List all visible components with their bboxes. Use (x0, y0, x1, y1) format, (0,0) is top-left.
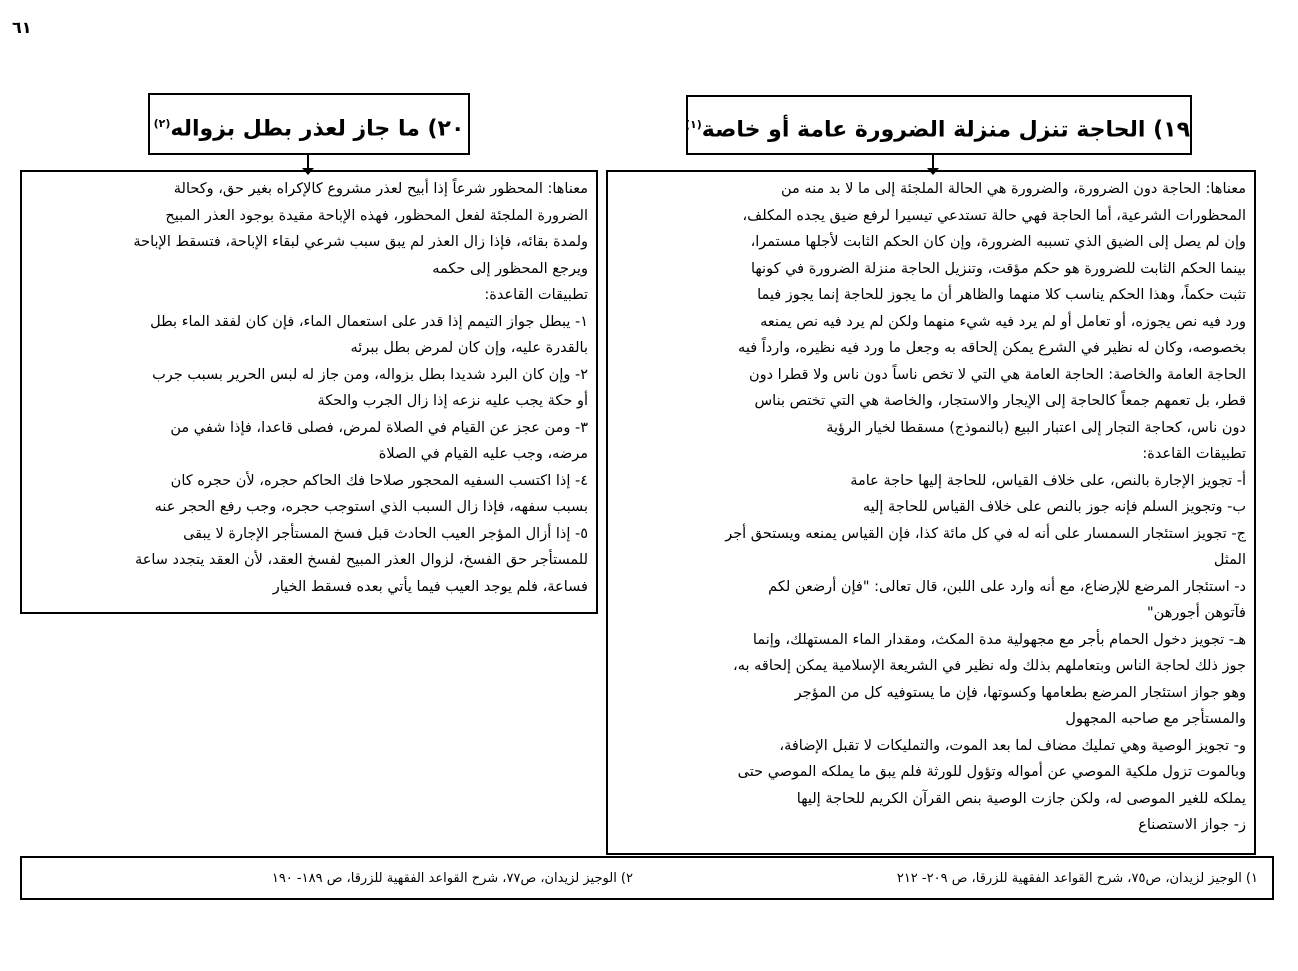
rule-20-line: ٢- وإن كان البرد شديدا بطل بزواله، ومن جاز له لبس الحرير بسبب جرب (152, 366, 588, 383)
rule-20-line: ٥- إذا أزال المؤجر العيب الحادث قبل فسخ المستأجر الإجارة لا يبقى (183, 525, 588, 542)
rule-20-line: معناها: المحظور شرعاً إذا أبيح لعذر مشروع كالإكراه بغير حق، وكحالة (173, 181, 588, 197)
rule-20-line: بسبب سفهه، فإذا زال السبب الذي استوجب حجره، وجب رفع الحجر عنه (154, 499, 588, 515)
rule-20-note-mark: (٢) (153, 117, 171, 130)
rule-20-arrow (307, 155, 309, 169)
rule-19-line: بخصوصه، وكان له نظير في الشرع يمكن إلحاقه به وجعل ما ورد فيه نظيره، وارداً فيه (738, 340, 1246, 356)
rule-20-line: الضرورة الملجئة لفعل المحظور، فهذه الإباحة مقيدة بوجود العذر المبيح (165, 207, 588, 224)
page-number: ٦١ (12, 18, 32, 37)
rule-19-line: جوز ذلك لحاجة الناس وبتعاملهم بذلك وله نظير في الشريعة الإسلامية يمكن إلحاقه به، (733, 658, 1246, 674)
rule-20-line: ٤- إذا اكتسب السفيه المحجور صلاحا فك الحاكم حجره، لأن حجره كان (170, 472, 588, 489)
rule-19-line: هـ- تجويز دخول الحمام بأجر مع مجهولية مدة المكث، ومقدار الماء المستهلك، وإنما (752, 631, 1246, 648)
rule-19-line: وبالموت تزول ملكية الموصي عن أمواله وتؤول للورثة فلم يبق ما يملكه الموصي حتى (737, 764, 1246, 780)
rule-19-line: فآتوهن أجورهن" (1146, 605, 1246, 621)
footnotes-box (20, 856, 1274, 900)
rule-19-line: ز- جواز الاستصناع (1138, 817, 1246, 833)
rule-19-line: و- تجويز الوصية وهي تمليك مضاف لما بعد الموت، والتمليكات لا تقبل الإضافة، (779, 737, 1246, 754)
rule-19-line: د- استئجار المرضع للإرضاع، مع أنه وارد على اللبن، قال تعالى: "فإن أرضعن لكم (768, 578, 1246, 595)
rule-20-line: ولمدة بقائه، فإذا زال العذر لم يبق سبب شرعي لبقاء الإباحة، فتسقط الإباحة (133, 234, 588, 250)
rule-19-line: بينما الحكم الثابت للضرورة هو حكم مؤقت، وتنزيل الحاجة منزلة الضرورة في كونها (750, 260, 1246, 277)
rule-20-title-box (148, 93, 470, 155)
rule-19-body (606, 170, 1256, 855)
rule-19-line: دون ناس، كحاجة التجار إلى اعتبار البيع (بالنموذج) مسقطا لخيار الرؤية (826, 419, 1246, 436)
rule-19-line: الحاجة العامة والخاصة: الحاجة العامة هي التي لا تخص ناساً دون ناس ولا قطرا دون (748, 366, 1246, 383)
rule-19-arrow (932, 155, 934, 169)
footnote-1: ١) الوجيز لزيدان، ص٧٥، شرح القواعد الفقهية للزرقا، ص ٢٠٩- ٢١٢ (896, 870, 1258, 886)
rule-20-line: بالقدرة عليه، وإن كان لمرض بطل ببرئه (350, 340, 588, 356)
rule-19-line: المثل (1213, 552, 1246, 568)
rule-20-line: ويرجع المحظور إلى حكمه (432, 260, 588, 277)
rule-19-line: ب- وتجويز السلم فإنه جوز بالنص على خلاف القياس للحاجة إليه (862, 499, 1246, 515)
rule-20-title: ٢٠) ما جاز لعذر بطل بزواله (170, 116, 465, 142)
rule-20-line: أو حكة يجب عليه نزعه إذا زال الجرب والحكة (317, 393, 588, 409)
rule-20-line: فساعة، فلم يوجد العيب فيما يأتي بعده فسقط الخيار (272, 578, 588, 595)
rule-19-line: والمستأجر مع صاحبه المجهول (1065, 711, 1246, 727)
rule-19-line: أ- تجويز الإجارة بالنص، على خلاف القياس، للحاجة إليها حاجة عامة (850, 472, 1246, 489)
rule-19-line: وهو جواز استئجار المرضع بطعامها وكسوتها، فإن ما يستوفيه كل من المؤجر (794, 684, 1246, 701)
rule-20-line: تطبيقات القاعدة: (484, 287, 588, 303)
rule-19-line: وإن لم يصل إلى الضيق الذي تسببه الضرورة، وإن كان الحكم الثابت لأجلها مستمرا، (750, 234, 1246, 250)
rule-20-line: ٣- ومن عجز عن القيام في الصلاة لمرض، فصلى قاعدا، فإذا شفي من (170, 419, 588, 436)
rule-19-line: قطر، بل تعمهم جمعاً كالحاجة إلى الإيجار والاستجار، والخاصة هي التي تختص بناس (754, 393, 1246, 409)
rule-19-line: معناها: الحاجة دون الضرورة، والضرورة هي الحالة الملجئة إلى ما لا بد منه من (780, 181, 1246, 197)
rule-19-title-box (686, 95, 1192, 155)
rule-20-line: ١- يبطل جواز التيمم إذا قدر على استعمال الماء، فإن كان لفقد الماء بطل (150, 313, 588, 330)
rule-19-line: ج- تجويز استئجار السمسار على أنه له في كل مائة كذا، فإن القياس يمنعه ويستحق أجر (725, 525, 1246, 542)
footnote-2: ٢) الوجيز لزيدان، ص٧٧، شرح القواعد الفقهية للزرقا، ص ١٨٩- ١٩٠ (271, 870, 633, 886)
rule-20-line: للمستأجر حق الفسخ، لزوال العذر المبيح لفسخ العقد، لأن العقد يتجدد ساعة (134, 552, 588, 568)
rule-19-line: يملكه للغير الموصى له، ولكن جازت الوصية بنص القرآن الكريم للحاجة إليها (796, 790, 1246, 807)
rule-20-body (20, 170, 598, 614)
rule-19-line: تثبت حكماً، وهذا الحكم يناسب كلا منهما والظاهر أن ما يجوز للحاجة إنما يجوز فيما (757, 287, 1246, 303)
rule-19-line: تطبيقات القاعدة: (1142, 446, 1246, 462)
rule-19-line: ورد فيه نص يجوزه، أو تعامل أو لم يرد فيه شيء منهما ولكن لم يرد فيه نص يمنعه (760, 313, 1246, 330)
rule-19-line: المحظورات الشرعية، أما الحاجة فهي حالة تستدعي تيسيرا لرفع ضيق يجده المكلف، (742, 207, 1246, 224)
rule-19-note-mark: (١) (684, 118, 702, 131)
rule-20-line: مرضه، وجب عليه القيام في الصلاة (378, 446, 588, 462)
rule-19-title: ١٩) الحاجة تنزل منزلة الضرورة عامة أو خاصة (701, 117, 1190, 143)
